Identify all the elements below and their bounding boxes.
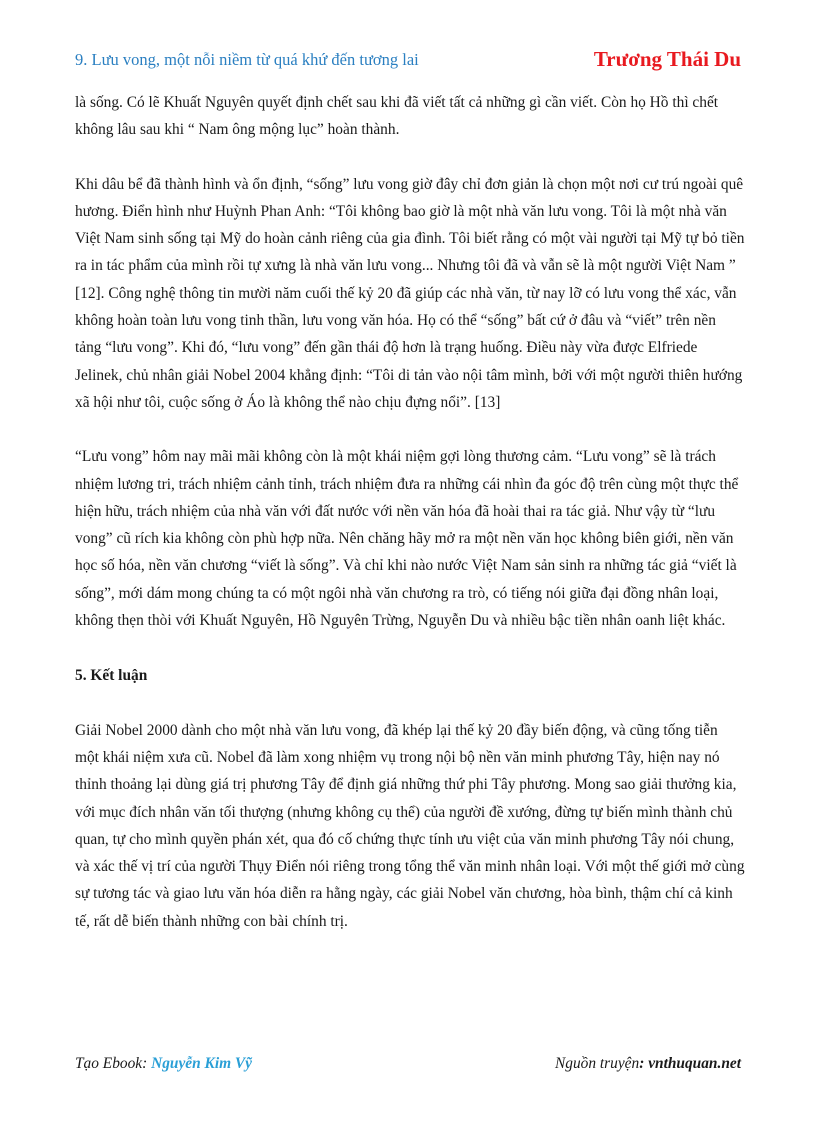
- section-heading: 5. Kết luận: [75, 667, 148, 685]
- footer-ebook-author: Nguyễn Kim Vỹ: [151, 1055, 253, 1072]
- footer-source-site: vnthuquan.net: [648, 1055, 741, 1072]
- body-text: [75, 89, 745, 935]
- footer-ebook-credit: Tạo Ebook: Nguyễn Kim Vỹ: [75, 1055, 253, 1072]
- paragraph: là sống. Có lẽ Khuất Nguyên quyết định chết sau khi đã viết tất cả những gì cần viết. Còn họ Hồ thì chết không lâu sau khi “ Nam ông mộng lục” hoàn thành.: [75, 94, 719, 139]
- paragraph: “Lưu vong” hôm nay mãi mãi không còn là một khái niệm gợi lòng thương cảm. “Lưu vong” sẽ là trách nhiệm lương tri, trách nhiệm cảnh tỉnh, trách nhiệm đưa ra những cái nhìn đa góc độ trên cùng một thực thể hiện hữu, trách nhiệm của nhà văn với đất nước với nền văn hóa đã hoài thai ra tác giả. Như vậy từ “lưu vong” cũ rích kia không còn phù hợp nữa. Nên chăng hãy mở ra một nền văn học không biên giới, nền văn học số hóa, nền văn chương “viết là sống”. Và chỉ khi nào nước Việt Nam sản sinh ra những tác giả “viết là sống”, mới dám mong chúng ta có một ngôi nhà văn chương ra trò, có tiếng nói giữa đại đồng nhân loại, không thẹn thòi với Khuất Nguyên, Hồ Nguyên Trừng, Nguyễn Du và nhiều bậc tiền nhân oanh liệt khác.: [75, 448, 739, 630]
- footer-source-label: Nguồn truyện: [554, 1055, 640, 1072]
- paragraph: Giải Nobel 2000 dành cho một nhà văn lưu vong, đã khép lại thế kỷ 20 đầy biến động, và cũng tống tiễn một khái niệm xưa cũ. Nobel đã làm xong nhiệm vụ trong nội bộ nền văn minh phương Tây, hiện nay nó thỉnh thoảng lại dùng giá trị phương Tây để định giá những thứ phi Tây phương. Mong sao giải thưởng kia, với mục đích nhân văn tối thượng (nhưng không cụ thể) của người đề xướng, đừng tự biến mình thành chủ quan, tự cho mình quyền phán xét, qua đó cố chứng thực tính ưu việt của văn minh phương Tây nói chung, và xác thế vị trí của người Thụy Điển nói riêng trong tổng thể văn minh nhân loại. Với một thế giới mở cùng sự tương tác và giao lưu văn hóa diễn ra hằng ngày, các giải Nobel văn chương, hòa bình, thậm chí cả kinh tế, rất dễ biến thành những con bài chính trị.: [75, 721, 745, 930]
- chapter-title: 9. Lưu vong, một nỗi niềm từ quá khứ đến tương lai: [75, 50, 419, 69]
- author-name: Trương Thái Du: [593, 47, 741, 71]
- paragraph: Khi dâu bể đã thành hình và ổn định, “sống” lưu vong giờ đây chỉ đơn giản là chọn một nơi cư trú ngoài quê hương. Điển hình như Huỳnh Phan Anh: “Tôi không bao giờ là một nhà văn lưu vong. Tôi là một nhà văn Việt Nam sinh sống tại Mỹ do hoàn cảnh riêng của gia đình. Tôi biết rằng có một vài người tại Mỹ tự bỏ tiền ra in tác phẩm của mình rồi tự xưng là nhà văn lưu vong... Nhưng tôi đã và vẫn sẽ là một người Việt Nam ” [12]. Công nghệ thông tin mười năm cuối thế kỷ 20 đã giúp các nhà văn, từ nay lỡ có lưu vong thể xác, vẫn không hoàn toàn lưu vong tinh thần, lưu vong văn hóa. Họ có thể “sống” bất cứ ở đâu và “viết” trên nền tảng “lưu vong”. Khi đó, “lưu vong” đến gần thái độ hơn là trạng huống. Điều này vừa được Elfriede Jelinek, chủ nhân giải Nobel 2004 khẳng định: “Tôi di tản vào nội tâm mình, bởi với một người thiên hướng xã hội như tôi, cuộc sống ở Áo là không thể nào chịu đựng nổi”. [13]: [75, 175, 745, 411]
- footer-source-credit: Nguồn truyện: vnthuquan.net: [554, 1055, 741, 1072]
- footer-ebook-label: Tạo Ebook: [75, 1055, 143, 1072]
